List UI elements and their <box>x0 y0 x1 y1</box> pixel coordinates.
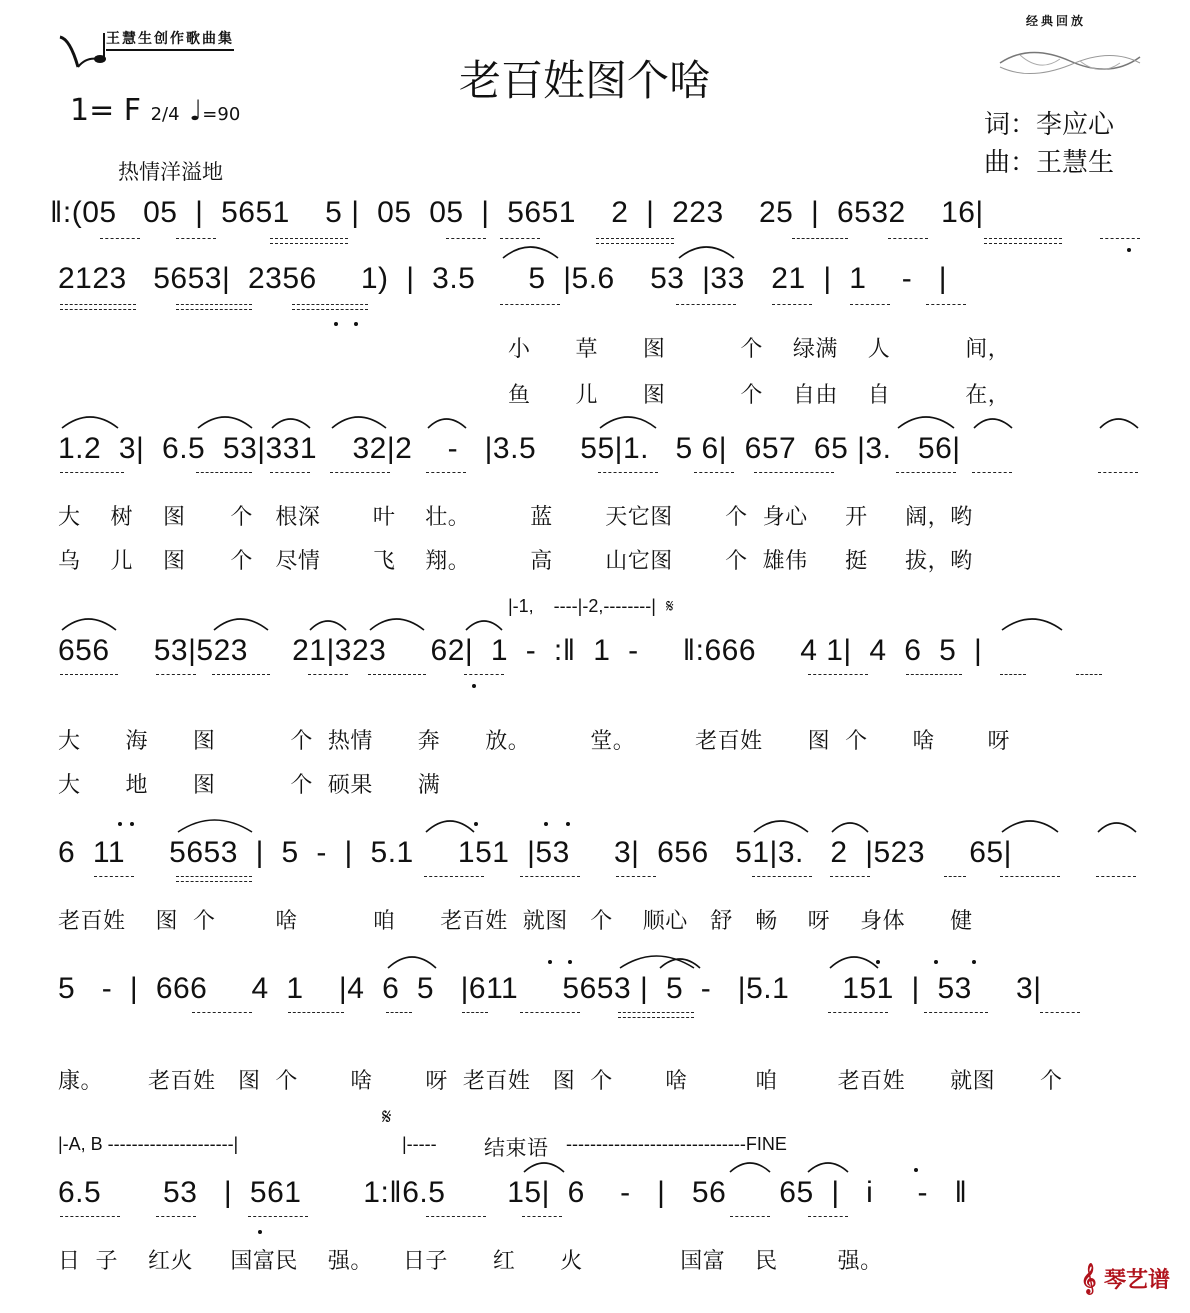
time-signature: 2/4 <box>150 104 180 125</box>
slur <box>426 821 474 832</box>
score-row-1: ‖:(05 05 | 5651 5 | 05 05 | 5651 2 | 223 25 | 6532 16| <box>50 196 984 229</box>
lyrics-line-3a: 大 海 图 个 热情 奔 放。 堂。 老百姓 图 个 啥 呀 <box>58 729 1011 754</box>
ending-label: 结束语 <box>484 1136 549 1160</box>
slur <box>388 957 436 968</box>
slur <box>754 821 808 832</box>
song-title: 老百姓图个啥 <box>458 56 711 105</box>
score-row-5: 6 11 5653 | 5 - | 5.1 151 |53 3| 656 51|3. 2 |523 65| <box>58 836 1012 869</box>
quarter-note-icon: ♩ <box>189 94 203 127</box>
composer: 曲：王慧生 <box>984 148 1115 178</box>
slur <box>466 621 502 630</box>
lyrics-line-4: 老百姓 图 个 啥 咱 老百姓 就图 个 顺心 舒 畅 呀 身体 健 <box>58 909 973 934</box>
slur <box>808 1163 848 1172</box>
score-row-6: 5 - | 666 4 1 |4 6 5 |611 5653 | 5 - |5.1 151 | 53 3| <box>58 972 1042 1005</box>
slur <box>1002 821 1058 832</box>
slur <box>898 417 954 428</box>
slur <box>62 619 116 630</box>
slur <box>62 417 118 428</box>
volta-brackets: |-1, ----|-2,--------| 𝄋 <box>508 596 674 616</box>
slur <box>524 1163 564 1172</box>
lyrics-line-2b: 乌 儿 图 个 尽情 飞 翔。 高 山它图 个 雄伟 挺 拔，哟 <box>58 549 973 574</box>
lyrics-line-6: 日 子 红火 国富民 强。 日子 红 火 国富 民 强。 <box>58 1249 883 1274</box>
slur <box>272 419 310 428</box>
coda-bracket-mid: |----- <box>402 1134 437 1154</box>
slur <box>730 1163 770 1172</box>
key: 1= F <box>70 93 142 128</box>
lyrics-line-2a: 大 树 图 个 根深 叶 壮。 蓝 天它图 个 身心 开 阔，哟 <box>58 505 973 530</box>
slur <box>1098 823 1136 832</box>
lyricist: 词：李应心 <box>984 110 1115 140</box>
slur <box>620 956 694 968</box>
slur <box>974 419 1012 428</box>
segno-sign: 𝄋 <box>382 1104 392 1129</box>
watermark-text: 琴艺谱 <box>1103 1268 1170 1293</box>
qinyipu-logo-icon: 𝄞 <box>1080 1264 1097 1294</box>
slur <box>830 957 878 968</box>
lyrics-line-3b: 大 地 图 个 硕果 满 <box>58 773 441 798</box>
score-row-2: 2123 5653| 2356 1) | 3.5 5 |5.6 53 |33 21 | 1 - | <box>58 262 948 295</box>
slur <box>503 247 558 258</box>
slur <box>832 823 868 832</box>
slur <box>1002 619 1062 630</box>
slur <box>428 419 466 428</box>
score-row-3: 1.2 3| 6.5 53|331 32|2 - |3.5 55|1. 5 6| 657 65 |3. 56| <box>58 432 961 465</box>
slur <box>310 621 346 630</box>
lyrics-line-1a: 小 草 图 个 绿满 人 间， <box>508 337 1011 362</box>
score-row-7: 6.5 53 | 561 1:‖6.5 15| 6 - | 56 65 | i - ‖ <box>58 1176 968 1209</box>
coda-bracket-left: |-A, B ---------------------| <box>58 1134 239 1154</box>
tempo: =90 <box>202 104 241 125</box>
expression-mark: 热情洋溢地 <box>118 160 223 184</box>
watermark <box>1081 1263 1170 1295</box>
lyrics-line-5: 康。 老百姓 图 个 啥 呀 老百姓 图 个 啥 咱 老百姓 就图 个 <box>58 1069 1063 1094</box>
slur <box>600 417 656 428</box>
slur <box>679 247 734 258</box>
coda-bracket-right: ------------------------------FINE <box>566 1134 787 1154</box>
slur <box>198 417 252 428</box>
score-row-4: 656 53|523 21|323 62| 1 - :‖ 1 - ‖:666 4 1| 4 6 5 | <box>58 634 983 667</box>
lyrics-line-1b: 鱼 儿 图 个 自由 自 在， <box>508 383 1011 408</box>
slur <box>214 619 268 630</box>
slur <box>178 820 252 832</box>
classic-tag: 经典回放 <box>1026 14 1087 28</box>
slur <box>332 417 386 428</box>
slur <box>1100 419 1138 428</box>
slur <box>370 619 424 630</box>
collection-title: 王慧生创作歌曲集 <box>106 28 234 51</box>
